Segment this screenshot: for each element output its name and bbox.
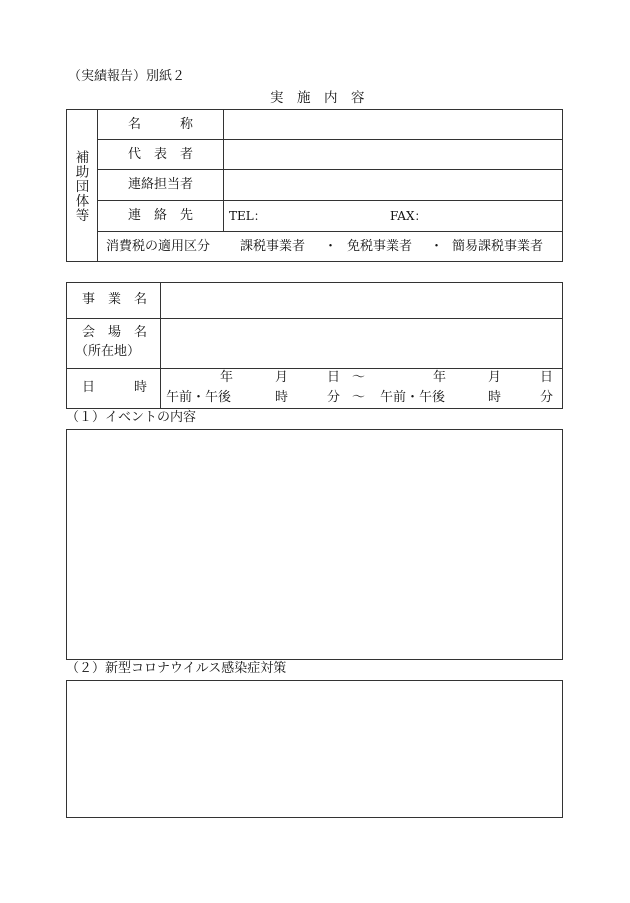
row-label-tax-category: 消費税の適用区分 <box>106 239 211 254</box>
name-value-cell[interactable] <box>224 110 562 139</box>
time-tilde: ～ <box>352 390 366 405</box>
date-tilde: ～ <box>352 370 366 385</box>
time-ampm-end[interactable]: 午前・午後 <box>380 390 446 405</box>
date-year-start: 年 <box>220 370 234 385</box>
event-content-box[interactable] <box>66 429 563 660</box>
tax-option-exempt[interactable]: 免税事業者 <box>347 239 413 254</box>
contact-person-value-cell[interactable] <box>224 170 562 200</box>
date-day-start: 日 <box>327 370 341 385</box>
section2-label: （２）新型コロナウイルス感染症対策 <box>66 661 287 676</box>
time-hour-end: 時 <box>488 390 502 405</box>
time-hour-start: 時 <box>275 390 289 405</box>
tax-option-simplified[interactable]: 簡易課税事業者 <box>452 239 544 254</box>
row-label-contact-person: 連絡担当者 <box>128 177 194 192</box>
tax-option-separator-2: ・ <box>430 239 444 254</box>
time-minute-end: 分 <box>540 390 554 405</box>
row-label-contact: 連 絡 先 <box>128 208 194 223</box>
business-name-value-cell[interactable] <box>161 283 562 318</box>
row-label-representative: 代 表 者 <box>128 147 194 162</box>
page-title: 実 施 内 容 <box>270 90 365 106</box>
time-ampm-start[interactable]: 午前・午後 <box>166 390 232 405</box>
representative-value-cell[interactable] <box>224 140 562 169</box>
fax-label: FAX： <box>390 209 427 223</box>
document-header: （実績報告）別紙２ <box>68 69 186 84</box>
covid-measures-box[interactable] <box>66 680 563 818</box>
business-name-label: 事 業 名 <box>82 292 148 307</box>
date-month-end: 月 <box>488 370 502 385</box>
tax-option-taxable[interactable]: 課税事業者 <box>240 239 306 254</box>
tel-label: TEL： <box>229 209 266 223</box>
date-day-end: 日 <box>540 370 554 385</box>
row-label-name: 名 称 <box>128 117 194 132</box>
venue-value-cell[interactable] <box>161 319 562 368</box>
date-month-start: 月 <box>275 370 289 385</box>
venue-sub-label: （所在地） <box>75 344 141 359</box>
date-year-end: 年 <box>433 370 447 385</box>
group-label-vertical: 補助団体等 <box>72 150 89 223</box>
section1-label: （１）イベントの内容 <box>66 410 197 425</box>
tax-option-separator-1: ・ <box>324 239 338 254</box>
time-minute-start: 分 <box>327 390 341 405</box>
venue-label: 会 場 名 <box>82 325 148 340</box>
datetime-label: 日 時 <box>82 380 148 395</box>
